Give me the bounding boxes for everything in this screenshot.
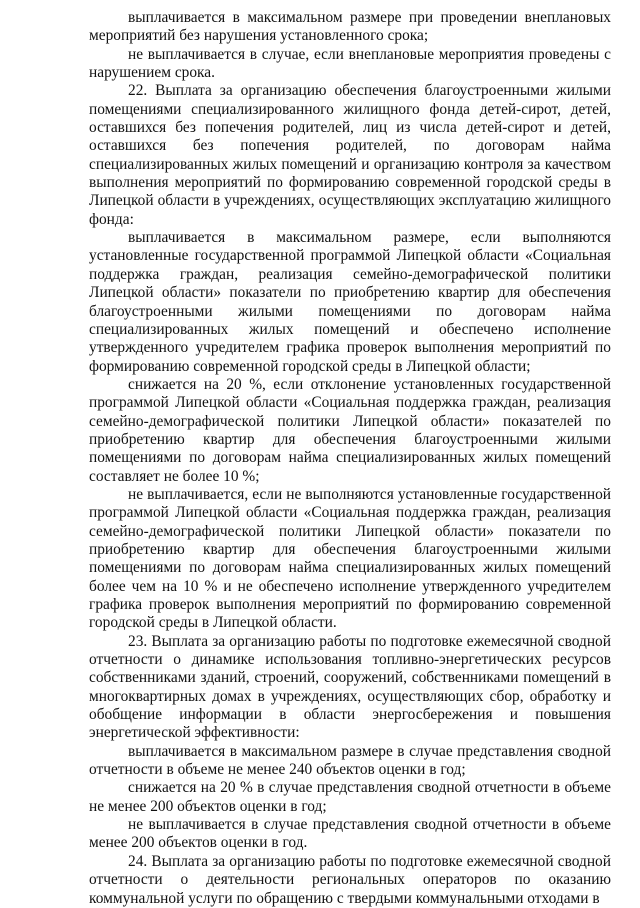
paragraph-8: выплачивается в максимальном размере в случае представления сводной отчетности в объеме не менее 240 объектов оценки в год;	[89, 742, 611, 779]
document-page	[89, 9, 611, 908]
paragraph-2: не выплачивается в случае, если внеплановые мероприятия проведены с нарушением срока.	[89, 45, 611, 82]
paragraph-10: не выплачивается в случае представления сводной отчетности в объеме менее 200 объектов оценки в год.	[89, 816, 611, 852]
paragraph-5: снижается на 20 %, если отклонение установленных государственной программой Липецкой области «Социальная поддержка граждан, реализация семейно-демографической политики Липецкой области» показателей по приобретению квартир для обеспечения благоустроенными жилыми помещениями по договорам найма специализированных жилых помещений составляет не более 10 %;	[89, 375, 611, 485]
paragraph-1: выплачивается в максимальном размере при проведении внеплановых мероприятий без нарушения установленного срока;	[89, 9, 611, 45]
paragraph-4: выплачивается в максимальном размере, если выполняются установленные государственной программой Липецкой области «Социальная поддержка граждан, реализация семейно-демографической политики Липецкой области» показатели по приобретению квартир для обеспечения благоустроенными жилыми помещениями по договорам найма специализированных жилых помещений и обеспечено исполнение утвержденного учредителем графика проверок выполнения мероприятий по формированию современной городской среды в Липецкой области;	[89, 229, 611, 375]
paragraph-7: 23. Выплата за организацию работы по подготовке ежемесячной сводной отчетности о динамике использования топливно-энергетических ресурсов собственниками зданий, строений, сооружений, собственниками помещений в многоквартирных домах в учреждениях, осуществляющих сбор, обработку и обобщение информации в области энергосбережения и повышения энергетической эффективности:	[89, 632, 611, 742]
paragraph-3: 22. Выплата за организацию обеспечения благоустроенными жилыми помещениями специализированного жилищного фонда детей-сирот, детей, оставшихся без попечения родителей, лиц из числа детей-сирот и детей, оставшихся без попечения родителей, по договорам найма специализированных жилых помещений и организацию контроля за качеством выполнения мероприятий по формированию современной городской среды в Липецкой области в учреждениях, осуществляющих эксплуатацию жилищного фонда:	[89, 82, 611, 228]
paragraph-6: не выплачивается, если не выполняются установленные государственной программой Липецкой области «Социальная поддержка граждан, реализация семейно-демографической политики Липецкой области» показатели по приобретению квартир для обеспечения благоустроенными жилыми помещениями по договорам найма специализированных жилых помещений более чем на 10 % и не обеспечено исполнение утвержденного учредителем графика проверок выполнения мероприятий по формированию современной городской среды в Липецкой области.	[89, 485, 611, 632]
paragraph-11: 24. Выплата за организацию работы по подготовке ежемесячной сводной отчетности о деятельности региональных операторов по оказанию коммунальной услуги по обращению с твердыми коммунальными отходами в	[89, 852, 611, 907]
paragraph-9: снижается на 20 % в случае представления сводной отчетности в объеме не менее 200 объектов оценки в год;	[89, 779, 611, 815]
